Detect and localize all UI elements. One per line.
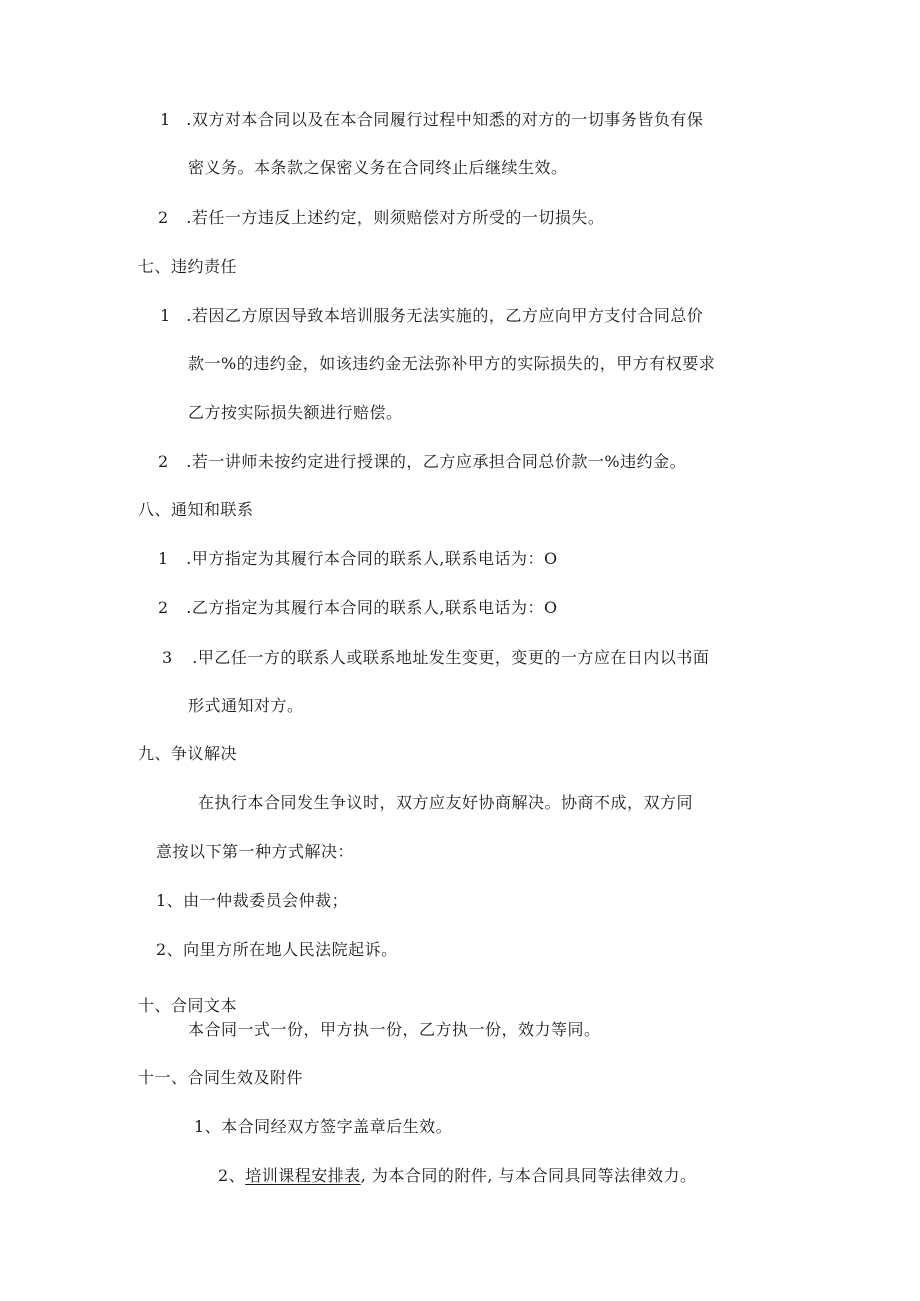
section-11-item-2 xyxy=(218,1166,697,1186)
item-number: 2 xyxy=(158,452,169,471)
item-text: .甲乙任一方的联系人或联系地址发生变更，变更的一方应在日内以书面 xyxy=(192,648,710,667)
item-number: 1 xyxy=(160,306,171,325)
section-8-item-2 xyxy=(158,598,558,618)
item-prefix: 2、 xyxy=(218,1166,246,1185)
item-number: 1 xyxy=(160,110,171,129)
section-8-item-3 xyxy=(162,648,709,668)
section-7-item-1 xyxy=(160,306,703,326)
section-7-heading: 七、违约责任 xyxy=(138,257,238,276)
section-7-item-2 xyxy=(158,452,686,472)
item-text: .若一讲师未按约定进行授课的，乙方应承担合同总价款一%违约金。 xyxy=(186,452,687,471)
section-10-heading: 十、合同文本 xyxy=(138,996,238,1015)
item-text: .甲方指定为其履行本合同的联系人,联系电话为：O xyxy=(186,549,558,568)
section-8-heading: 八、通知和联系 xyxy=(138,500,254,519)
section-9-paragraph: 在执行本合同发生争议时，双方应友好协商解决。协商不成，双方同 xyxy=(198,793,694,812)
confidentiality-item-1 xyxy=(160,110,703,130)
section-11-item-1: 1、本合同经双方签字盖章后生效。 xyxy=(194,1117,453,1136)
section-9-item-1: 1、由一仲裁委员会仲裁； xyxy=(156,891,349,910)
section-9-item-2: 2、向里方所在地人民法院起诉。 xyxy=(156,940,398,959)
section-7-item-1-cont-2: 乙方按实际损失额进行赔偿。 xyxy=(188,403,403,422)
section-9-heading: 九、争议解决 xyxy=(138,744,238,763)
item-number: 1 xyxy=(158,549,169,568)
attachment-link[interactable]: 培训课程安排表 xyxy=(245,1166,361,1185)
confidentiality-item-2 xyxy=(158,208,604,228)
item-number: 2 xyxy=(158,208,169,227)
section-11-heading: 十一、合同生效及附件 xyxy=(138,1068,304,1087)
item-suffix: , 为本合同的附件, 与本合同具同等法律效力。 xyxy=(360,1166,697,1185)
item-number: 2 xyxy=(158,598,169,617)
section-8-item-1 xyxy=(158,549,558,569)
item-text: .乙方指定为其履行本合同的联系人,联系电话为：O xyxy=(186,598,558,617)
confidentiality-item-1-cont: 密义务。本条款之保密义务在合同终止后继续生效。 xyxy=(188,158,568,177)
item-text: .双方对本合同以及在本合同履行过程中知悉的对方的一切事务皆负有保 xyxy=(186,110,704,129)
item-text: .若因乙方原因导致本培训服务无法实施的，乙方应向甲方支付合同总价 xyxy=(186,306,704,325)
item-text: .若任一方违反上述约定，则须赔偿对方所受的一切损失。 xyxy=(186,208,605,227)
section-7-item-1-cont-1: 款一%的违约金，如该违约金无法弥补甲方的实际损失的，甲方有权要求 xyxy=(188,354,716,373)
item-number: 3 xyxy=(162,648,173,667)
section-8-item-3-cont: 形式通知对方。 xyxy=(188,696,304,715)
section-9-paragraph-cont: 意按以下第一种方式解决： xyxy=(156,842,355,861)
section-10-paragraph: 本合同一式一份，甲方执一份，乙方执一份，效力等同。 xyxy=(188,1020,601,1039)
